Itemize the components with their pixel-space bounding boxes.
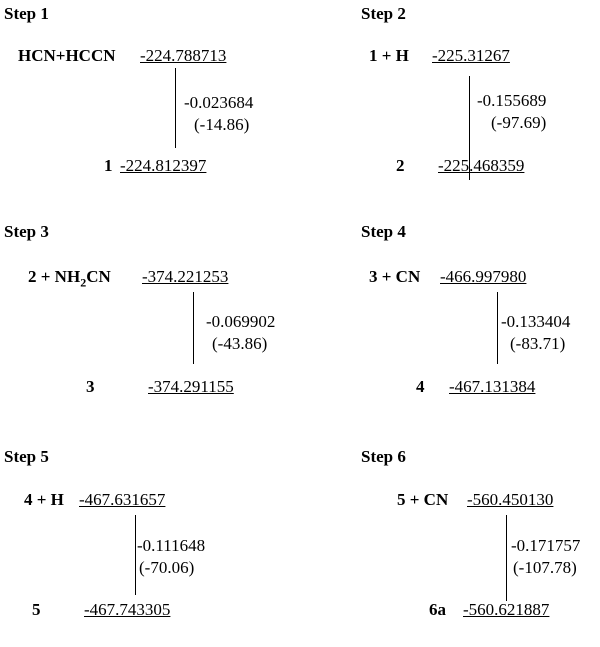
energy-difference: -0.023684 bbox=[184, 93, 254, 112]
energy-difference-kcal: (-43.86) bbox=[212, 334, 268, 353]
energy-difference-kcal: (-97.69) bbox=[491, 113, 547, 132]
step-4 bbox=[361, 222, 600, 422]
energy-difference-kcal: (-14.86) bbox=[194, 115, 250, 134]
product-energy: -225.468359 bbox=[438, 156, 525, 175]
reactant-label: HCN+HCCN bbox=[18, 46, 116, 65]
energy-connector-line bbox=[175, 68, 176, 148]
step-title: Step 2 bbox=[361, 4, 406, 23]
reactant-energy: -466.997980 bbox=[440, 267, 527, 286]
reactant-energy: -467.631657 bbox=[79, 490, 166, 509]
energy-difference: -0.111648 bbox=[137, 536, 206, 555]
reactant-label: 3 + CN bbox=[369, 267, 421, 286]
energy-difference: -0.069902 bbox=[206, 312, 276, 331]
energy-difference-kcal: (-83.71) bbox=[510, 334, 566, 353]
step-title: Step 1 bbox=[4, 4, 49, 23]
energy-connector-line bbox=[506, 515, 507, 601]
reactant-label: 1 + H bbox=[369, 46, 409, 65]
energy-difference-kcal: (-70.06) bbox=[139, 558, 195, 577]
energy-connector-line bbox=[193, 292, 194, 364]
step-6 bbox=[361, 447, 600, 647]
reactant-energy: -374.221253 bbox=[142, 267, 229, 286]
reactant-energy: -224.788713 bbox=[140, 46, 227, 65]
step-title: Step 6 bbox=[361, 447, 406, 466]
product-energy: -374.291155 bbox=[148, 377, 234, 396]
step-5 bbox=[4, 447, 294, 647]
step-2 bbox=[361, 4, 600, 204]
reactant-label: 4 + H bbox=[24, 490, 64, 509]
product-label: 6a bbox=[429, 600, 446, 619]
product-label: 3 bbox=[86, 377, 95, 396]
product-energy: -224.812397 bbox=[120, 156, 207, 175]
product-label: 4 bbox=[416, 377, 425, 396]
reactant-label-prefix: 2 + NH bbox=[28, 267, 81, 286]
step-title: Step 3 bbox=[4, 222, 49, 241]
step-title: Step 5 bbox=[4, 447, 49, 466]
reactant-label: 5 + CN bbox=[397, 490, 449, 509]
product-label: 5 bbox=[32, 600, 41, 619]
product-label: 1 bbox=[104, 156, 113, 175]
energy-connector-line bbox=[497, 292, 498, 364]
energy-difference: -0.155689 bbox=[477, 91, 547, 110]
reactant-energy: -560.450130 bbox=[467, 490, 554, 509]
step-1 bbox=[4, 4, 294, 204]
product-label: 2 bbox=[396, 156, 405, 175]
energy-difference: -0.133404 bbox=[501, 312, 571, 331]
energy-difference-kcal: (-107.78) bbox=[513, 558, 577, 577]
step-title: Step 4 bbox=[361, 222, 406, 241]
product-energy: -467.743305 bbox=[84, 600, 171, 619]
reactant-label-subscript: 2 bbox=[80, 275, 87, 290]
reactant-label bbox=[28, 267, 111, 292]
energy-connector-line bbox=[135, 515, 136, 595]
reactant-energy: -225.31267 bbox=[432, 46, 510, 65]
energy-difference: -0.171757 bbox=[511, 536, 581, 555]
reactant-label-suffix: CN bbox=[86, 267, 111, 286]
step-3 bbox=[4, 222, 294, 422]
product-energy: -560.621887 bbox=[463, 600, 550, 619]
product-energy: -467.131384 bbox=[449, 377, 536, 396]
